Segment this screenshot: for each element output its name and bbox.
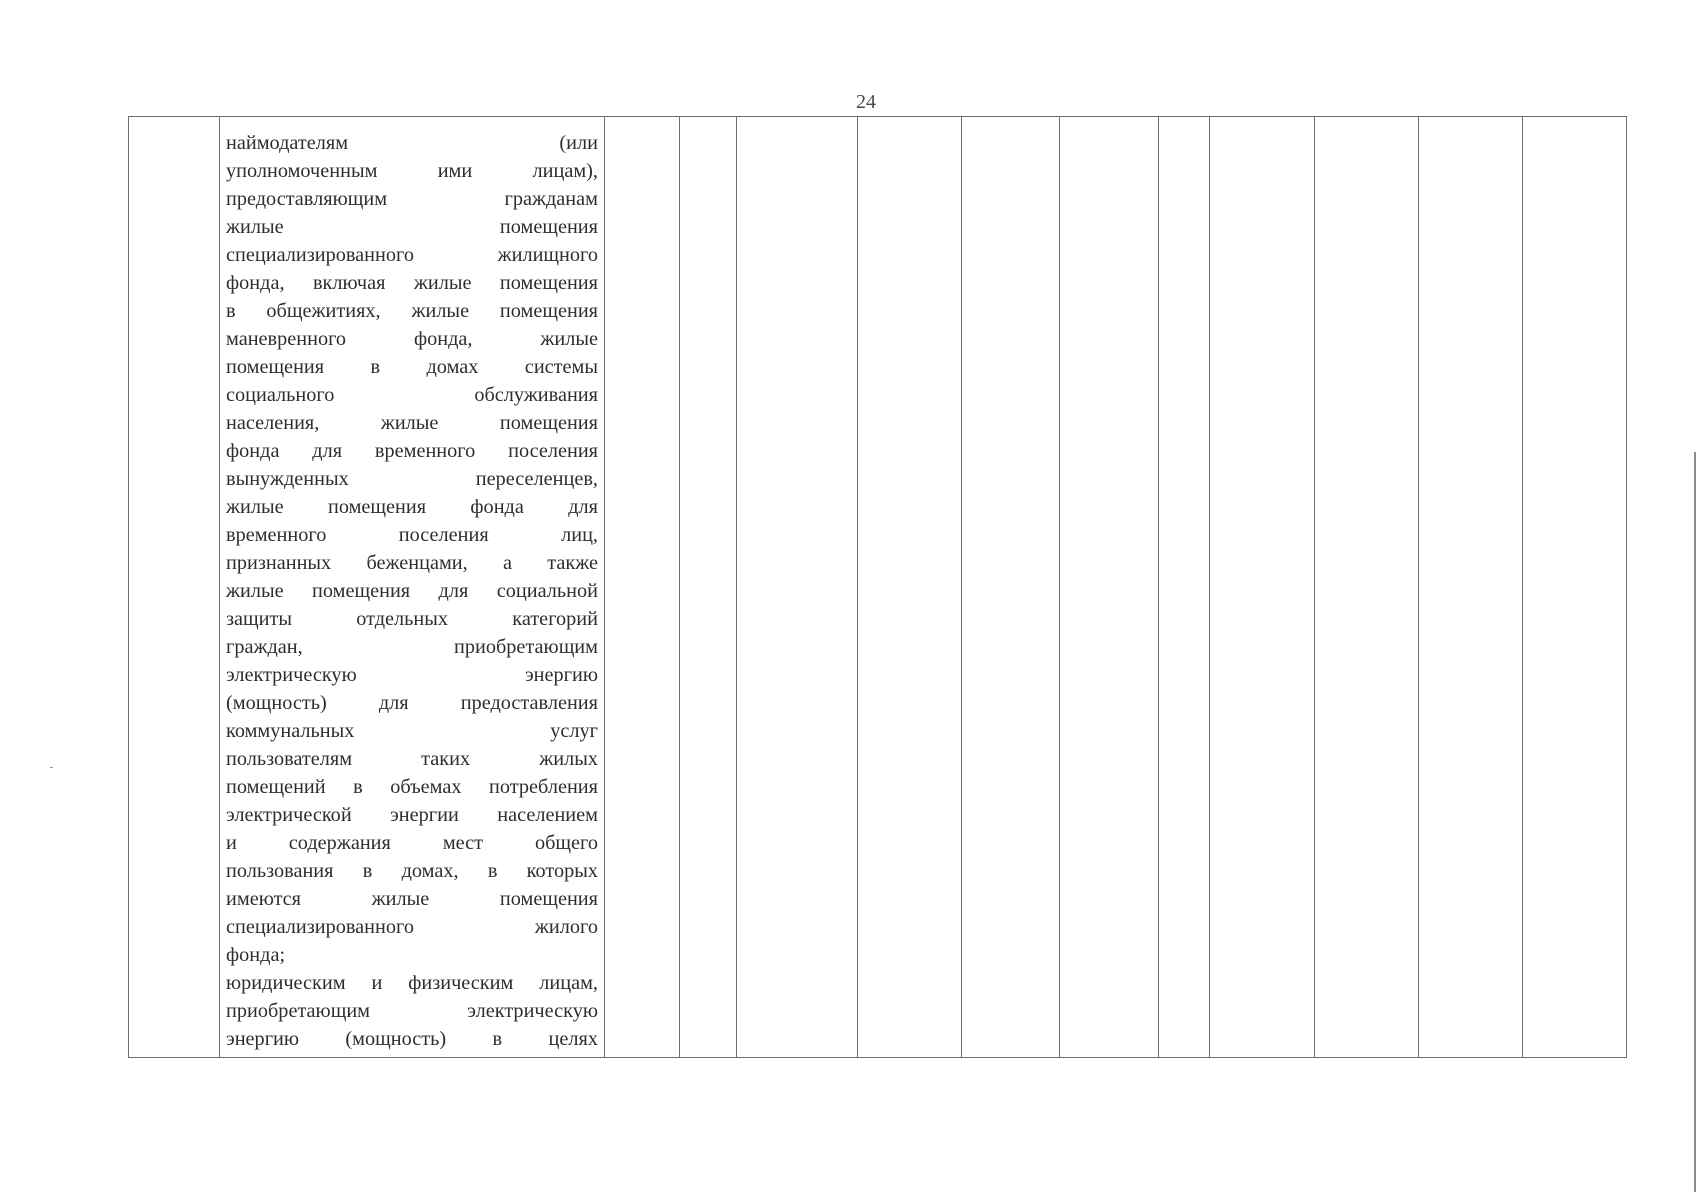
text-line: признанных беженцами, а также	[226, 552, 598, 574]
consumer-category-cell	[220, 117, 605, 1058]
text-line: временного поселения лиц,	[226, 524, 598, 546]
text-line: фонда;	[226, 944, 286, 966]
scan-speck	[50, 767, 53, 768]
text-line: фонда, включая жилые помещения	[226, 272, 598, 294]
value-cell	[962, 117, 1060, 1058]
value-cell	[1419, 117, 1523, 1058]
text-line: специализированного жилищного	[226, 244, 598, 266]
text-line: жилые помещения фонда для	[226, 496, 598, 518]
text-line: защиты отдельных категорий	[226, 608, 598, 630]
value-cell	[737, 117, 858, 1058]
text-line: социального обслуживания	[226, 384, 598, 406]
value-cell	[1159, 117, 1210, 1058]
row-number-cell	[129, 117, 220, 1058]
text-line: юридическим и физическим лицам,	[226, 972, 598, 994]
value-cell	[1210, 117, 1315, 1058]
text-line: пользователям таких жилых	[226, 748, 598, 770]
value-cell	[858, 117, 962, 1058]
text-line: в общежитиях, жилые помещения	[226, 300, 598, 322]
text-line: приобретающим электрическую	[226, 1000, 598, 1022]
text-line: энергию (мощность) в целях	[226, 1028, 598, 1050]
text-line: населения, жилые помещения	[226, 412, 598, 434]
text-line: и содержания мест общего	[226, 832, 598, 854]
text-line: электрическую энергию	[226, 664, 598, 686]
text-line: специализированного жилого	[226, 916, 598, 938]
text-line: (мощность) для предоставления	[226, 692, 598, 714]
tariff-table	[128, 116, 1627, 1058]
text-line: электрической энергии населением	[226, 804, 598, 826]
value-cell	[1315, 117, 1419, 1058]
text-line: пользования в домах, в которых	[226, 860, 598, 882]
text-line: уполномоченным ими лицам),	[226, 160, 598, 182]
value-cell	[680, 117, 737, 1058]
text-line: вынужденных переселенцев,	[226, 468, 598, 490]
table-row	[129, 117, 1627, 1058]
text-line: граждан, приобретающим	[226, 636, 598, 658]
text-line: наймодателям (или	[226, 132, 598, 154]
text-line: жилые помещения для социальной	[226, 580, 598, 602]
text-line: маневренного фонда, жилые	[226, 328, 598, 350]
scan-edge-line	[1694, 452, 1696, 1192]
consumer-category-text	[226, 129, 598, 1053]
text-line: коммунальных услуг	[226, 720, 598, 742]
text-line: предоставляющим гражданам	[226, 188, 598, 210]
text-line: жилые помещения	[226, 216, 598, 238]
value-cell	[1060, 117, 1159, 1058]
value-cell	[1523, 117, 1627, 1058]
text-line: помещений в объемах потребления	[226, 776, 598, 798]
text-line: помещения в домах системы	[226, 356, 598, 378]
text-line: имеются жилые помещения	[226, 888, 598, 910]
text-line: фонда для временного поселения	[226, 440, 598, 462]
page-number: 24	[856, 91, 876, 113]
value-cell	[605, 117, 680, 1058]
